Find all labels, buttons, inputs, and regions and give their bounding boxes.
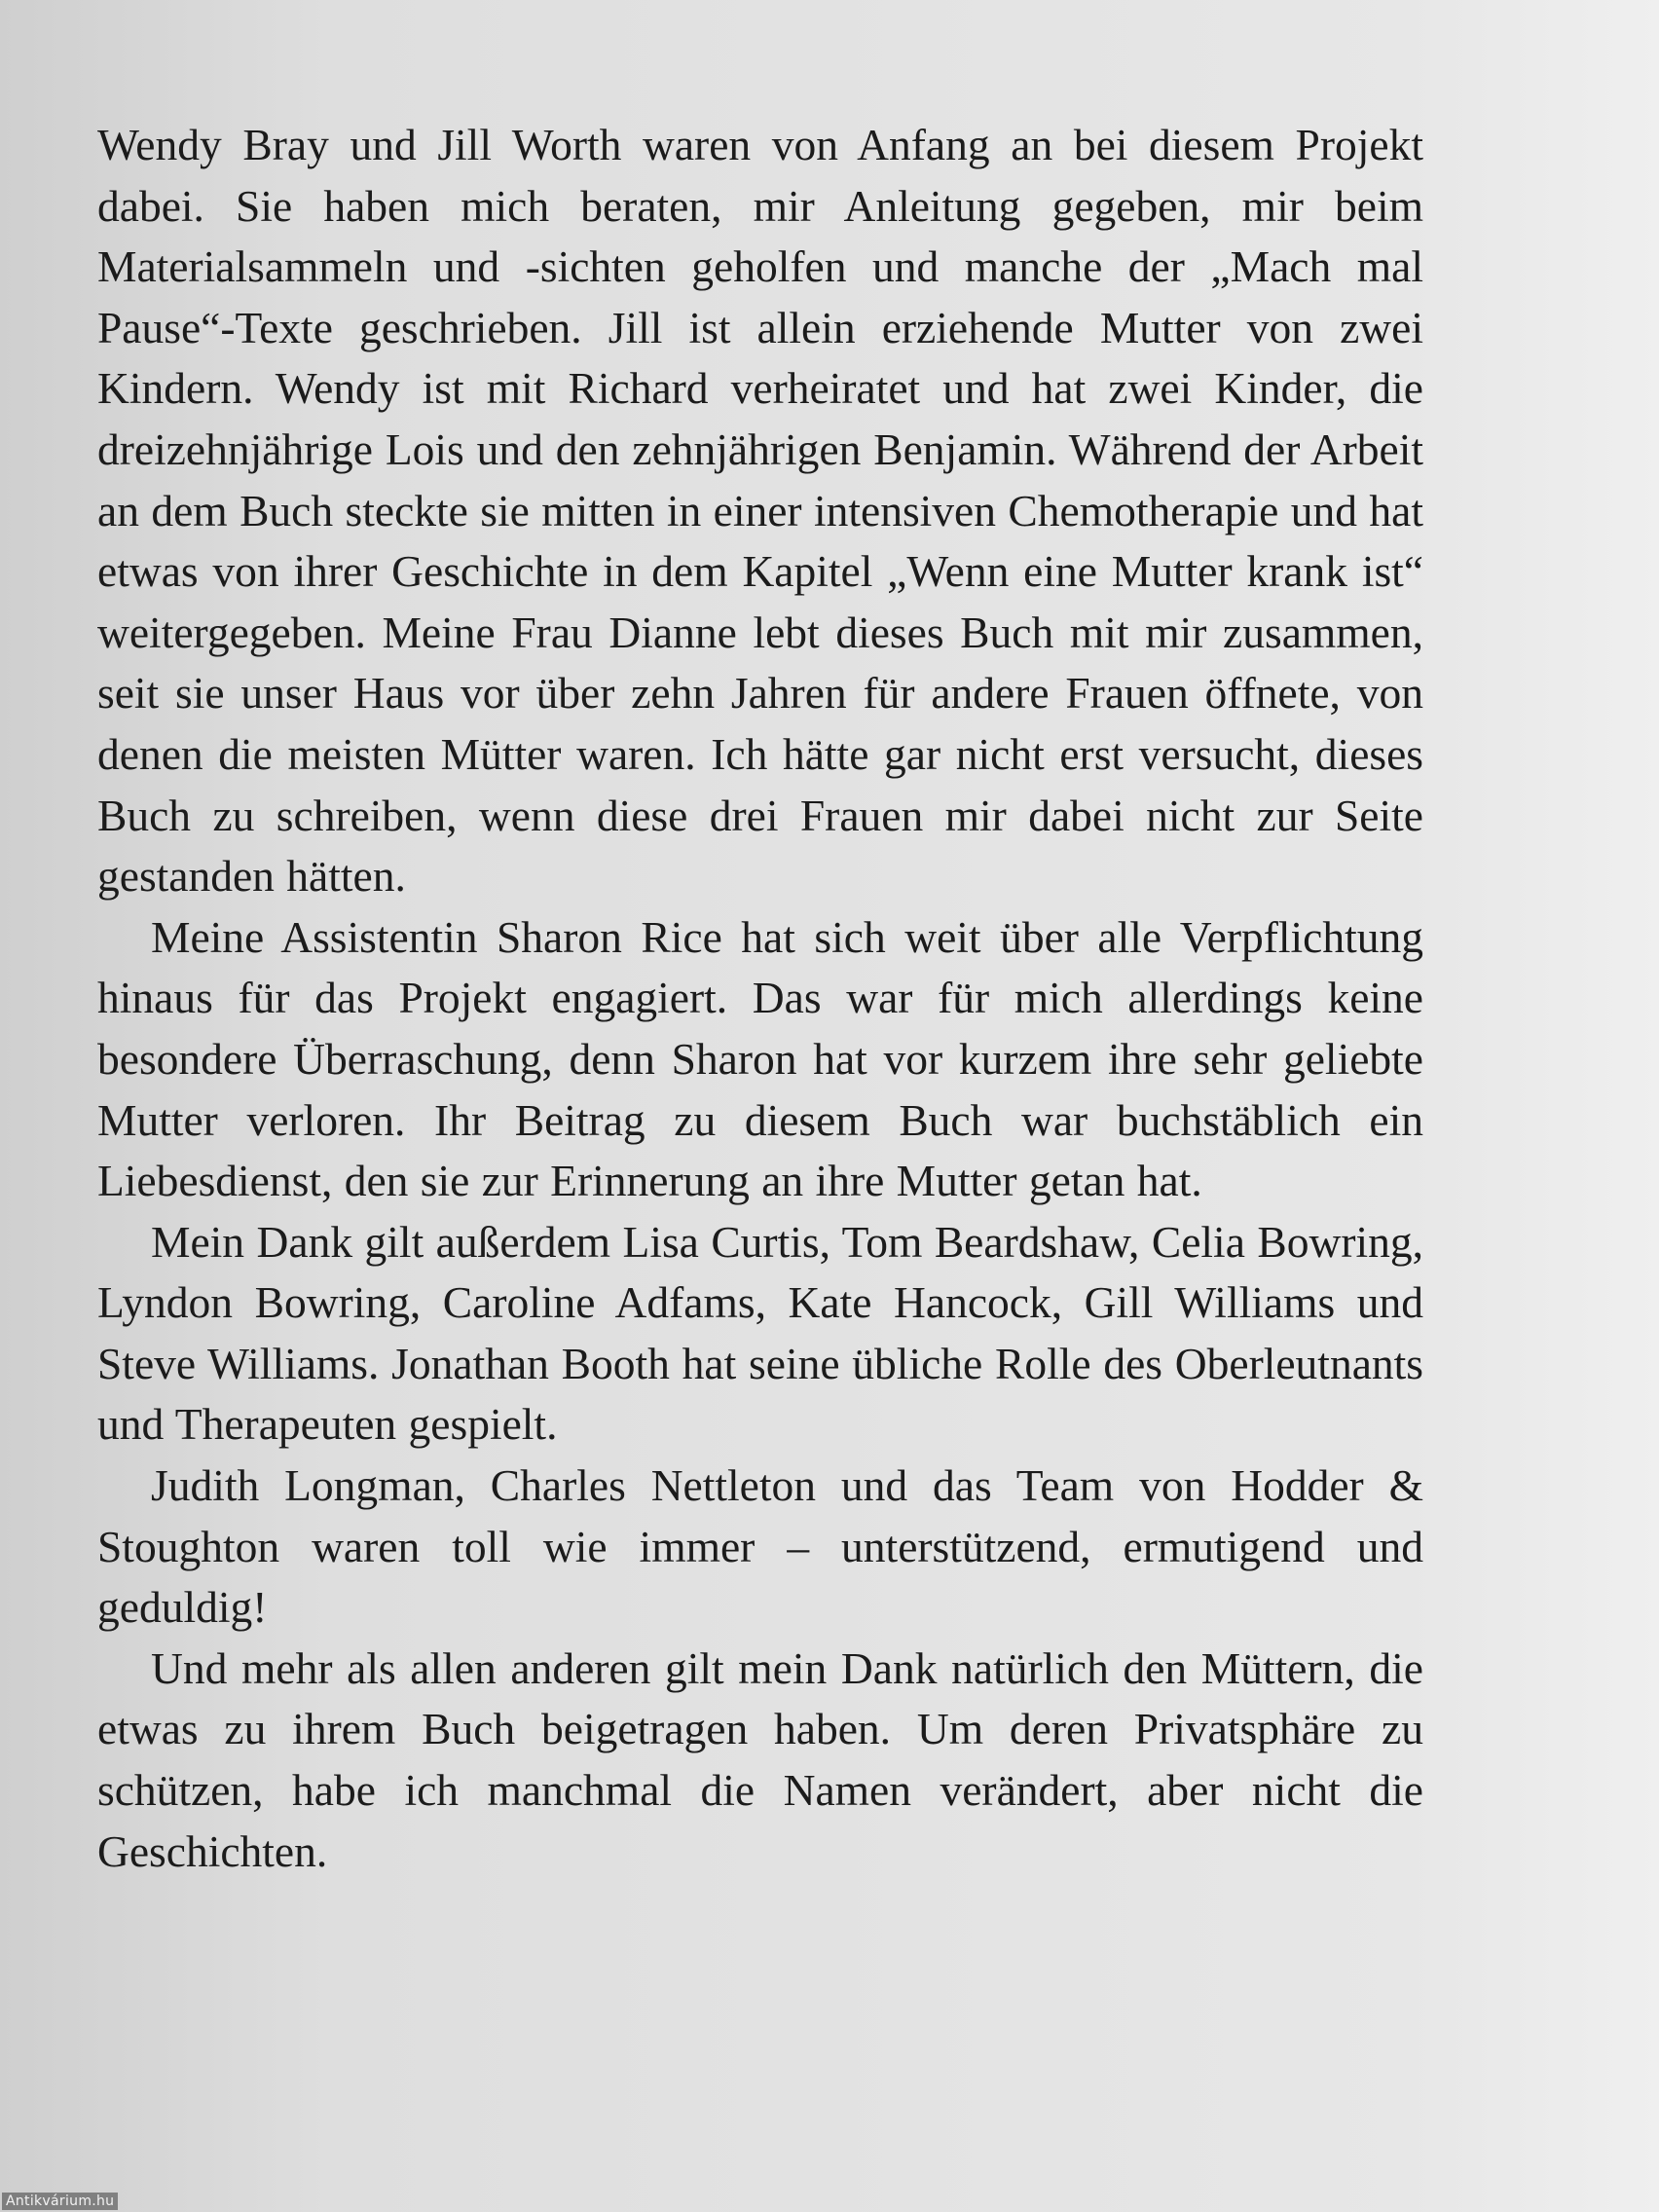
paragraph-acknowledgement-5: Und mehr als allen anderen gilt mein Dank natürlich den Müttern, die etwas zu ihrem Buch beigetragen haben. Um deren Privatsphäre zu schützen, habe ich manchmal die Namen verändert, aber nicht die Geschichten. xyxy=(97,1642,1423,1876)
paragraph-acknowledgement-4: Judith Longman, Charles Nettleton und das Team von Hodder & Stoughton waren toll wie immer – unterstützend, ermutigend und geduldig! xyxy=(97,1460,1423,1633)
paragraph-acknowledgement-2: Meine Assistentin Sharon Rice hat sich weit über alle Verpflichtung hinaus für das Projekt engagiert. Das war für mich allerdings keine besondere Überraschung, denn Sharon hat vor kurzem ihre sehr geliebte Mutter verloren. Ihr Beitrag zu diesem Buch war buchstäblich ein Liebesdienst, den sie zur Erinnerung an ihre Mutter getan hat. xyxy=(97,911,1423,1206)
paragraph-acknowledgement-3: Mein Dank gilt außerdem Lisa Curtis, Tom Beardshaw, Celia Bowring, Lyndon Bowring, Caroline Adfams, Kate Hancock, Gill Williams und Steve Williams. Jonathan Booth hat seine übliche Rolle des Oberleutnants und Therapeuten gespielt. xyxy=(97,1216,1423,1450)
body-text xyxy=(97,115,1423,1882)
paragraph-acknowledgement-1: Wendy Bray und Jill Worth waren von Anfang an bei diesem Projekt dabei. Sie haben mich beraten, mir Anleitung gegeben, mir beim Materialsammeln und -sichten geholfen und manche der „Mach mal Pause“-Texte geschrieben. Jill ist allein erziehende Mutter von zwei Kindern. Wendy ist mit Richard verheiratet und hat zwei Kinder, die dreizehnjährige Lois und den zehnjährigen Benjamin. Während der Arbeit an dem Buch steckte sie mitten in einer intensiven Chemotherapie und hat etwas von ihrer Geschichte in dem Kapitel „Wenn eine Mutter krank ist“ weitergegeben. Meine Frau Dianne lebt dieses Buch mit mir zusammen, seit sie unser Haus vor über zehn Jahren für andere Frauen öffnete, von denen die meisten Mütter waren. Ich hätte gar nicht erst versucht, dieses Buch zu schreiben, wenn diese drei Frauen mir dabei nicht zur Seite gestanden hätten. xyxy=(97,120,1423,902)
watermark-label: Antikvárium.hu xyxy=(2,2193,118,2210)
